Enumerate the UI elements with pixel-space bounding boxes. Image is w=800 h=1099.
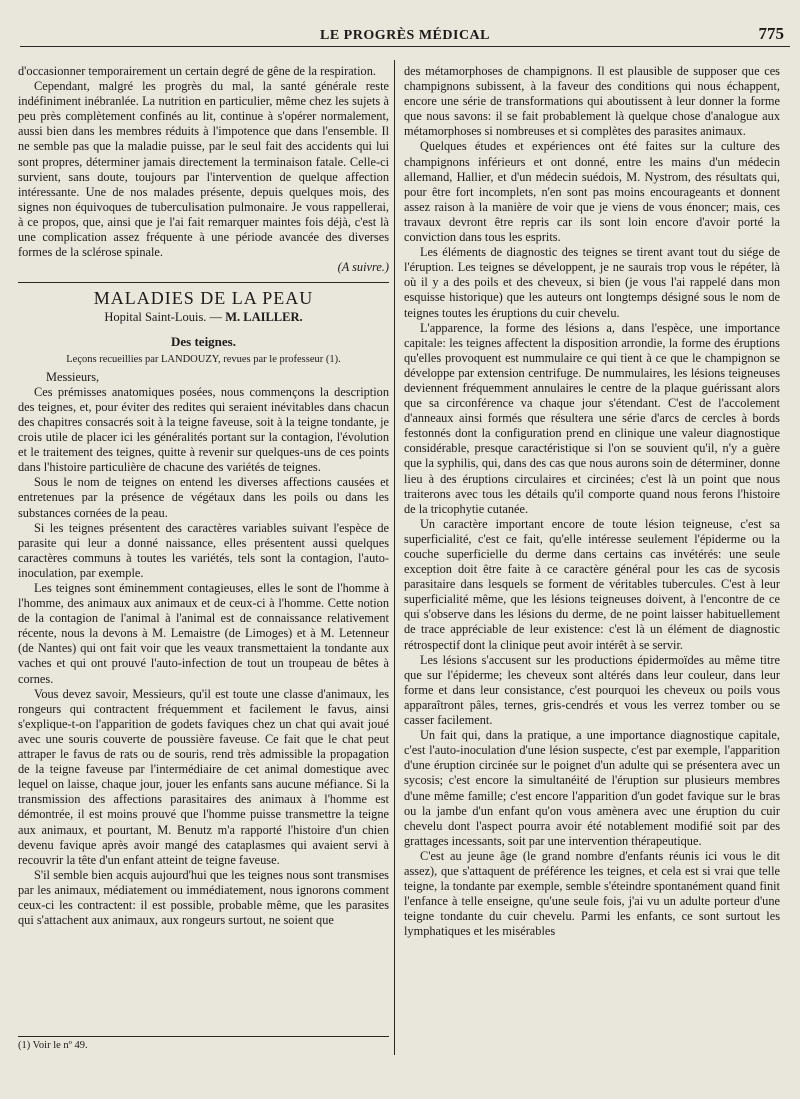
paragraph: C'est au jeune âge (le grand nombre d'enfants réunis ici vous le dit assez), que s'attaquent de préférence les teignes, et cela est si vrai que telle teigne, la tondante par exemple, semble s'éteindre spontanément quand finit l'enfance à telle enseigne, qu'une seule fois, j'ai vu un adulte porteur d'une teigne tondante du cuir chevelu. Parmi les enfants, ce sont surtout les lymphatiques et les misérables — [404, 848, 780, 939]
paragraph: Les teignes sont éminemment contagieuses, elles le sont de l'homme à l'homme, des animaux aux animaux et de ceux-ci à l'homme. Cette notion de la contagion de l'animal à l'animal est de connaissance relativement récente, nous la devons à M. Lemaistre (de Limoges) et à M. Letenneur (de Nantes) qui ont fait voir que les veaux transmettaient la tondante aux vaches et qui ont prouvé l'auto-infection de tout un troupeau de bêtes à cornes. — [18, 581, 389, 686]
paragraph: d'occasionner temporairement un certain degré de gêne de la respiration. — [18, 64, 376, 78]
left-column — [18, 64, 389, 928]
paragraph: Vous devez savoir, Messieurs, qu'il est toute une classe d'animaux, les rongeurs qui contractent fréquemment et facilement le favus, ainsi s'explique-t-on l'apparition de godets faviques chez un chat qui avait joué avec une souris couverte de poussière faveuse. Ce fait que le chat peut attraper le favus de rats ou de souris, rend très admissible la propagation de la teigne faveuse par l'intermédiaire de cet animal domestique avec lequel on laisse, chaque jour, jouer les enfants sans aucune méfiance. Si la transmission des affections parasitaires des animaux à l'homme est démontrée, il est moins prouvé que l'homme puisse transmettre la teigne aux animaux, et pourtant, M. Benutz m'a rapporté l'histoire d'un chien devenu favique après avoir mangé des cataplasmes qui avaient servi à recouvrir la tête d'un enfant atteint de teigne faveuse. — [18, 686, 389, 867]
paragraph: S'il semble bien acquis aujourd'hui que les teignes nous sont transmises par les animaux, médiatement ou immédiatement, nous ignorons comment ceux-ci les contractent: il est possible, probable même, que les parasites qui s'attachent aux animaux, aux rongeurs surtout, ne soient que — [18, 867, 389, 928]
paragraph: Les éléments de diagnostic des teignes se tirent avant tout du siége de l'éruption. Les teignes se développent, je ne saurais trop vous le répéter, là où il y a des poils et des cheveux, si bien (je vous l'ai rappelé dans mon esquisse historique) que les auteurs ont longtemps désigné sous le nom de teignes toutes les éruptions du cuir chevelu. — [404, 245, 780, 320]
paragraph: Sous le nom de teignes on entend les diverses affections causées et entretenues par la présence de végétaux dans les poils ou dans les substances cornées de la peau. — [18, 475, 389, 520]
hospital-line — [18, 310, 389, 325]
paragraph: L'apparence, la forme des lésions a, dans l'espèce, une importance capitale: les teignes affectent la disposition arrondie, la forme des éruptions qu'elles provoquent est nummulaire ce qui tient à ce que le champignon se développe par extension centrifuge. De nummulaires, les lésions teigneuses deviennent fréquemment annulaires le centre de la plaque guérissant alors que sa circonférence va chaque jour s'étendant. C'est de l'accolement d'anneaux ainsi formés que résultera une série d'arcs de cercles à bords festonnés dont la configuration prend en clinique une valeur diagnostique considérable, presque caractéristique si l'on se souvient qu'il, n'y a guère que la syphilis, qui, dans des cas que nous aurons soin de déterminer, donne lieu à des éruptions circulaires et circinées; c'est là un point que nous traiterons avec tous les détails qu'il comporte quand nous ferons l'histoire de la tricophytie cutanée. — [404, 320, 780, 516]
column-divider — [394, 60, 395, 1055]
paragraph: des métamorphoses de champignons. Il est plausible de supposer que ces champignons subissent, à la faveur des conditions qui nous échappent, encore une série de transformations qui aboutissent à leur donner la forme que nous savons: il se fait probablement là quelque chose d'analogue aux métamorphoses si nombreuses et si complètes des parasites animaux. — [404, 64, 780, 139]
running-header — [20, 22, 790, 47]
lecture-credit: Leçons recueillies par LANDOUZY, revues par le professeur (1). — [66, 353, 341, 365]
hospital-name: Hopital Saint-Louis. — — [104, 310, 223, 325]
paragraph: Cependant, malgré les progrès du mal, la santé générale reste indéfiniment inébranlée. La nutrition en particulier, même chez les sujets à peu près complètement confinés au lit, continue à s'opérer normalement, aussi bien dans les membres réduits à l'impotence que dans l'ensemble. Il ne semble pas que la maladie puisse, par le seul fait des accidents qui lui sont propres, déterminer jamais directement la terminaison fatale. Celle-ci survient, sans doute, toujours par l'intervention de quelque affection intéressante. Une de nos malades présente, depuis quelques mois, des signes non équivoques de tuberculisation pulmonaire. Je vous rappellerai, à ce propos, que, ainsi que je l'ai fait remarquer maintes fois déjà, c'est là une complication assez fréquente à une période avancée des diverses formes de la sclérose spinale. — [18, 79, 389, 260]
paragraph: Si les teignes présentent des caractères variables suivant l'espèce de parasite qui leur a donné naissance, elles présentent aussi quelques caractères communs à toutes les variétés, tels sont la contagion, l'auto-inoculation, par exemple. — [18, 520, 389, 580]
paragraph: Un fait qui, dans la pratique, a une importance diagnostique capitale, c'est l'auto-inoculation d'une lésion suspecte, c'est par exemple, l'apparition d'une éruption circinée sur le poignet d'un adulte qui se présentera avec un sycosis; c'est encore la simultanéité de l'éruption sur plusieurs membres d'une même famille; c'est encore l'apparition d'un godet favique sur le bras ou la jambe d'un enfant qu'on vous amènera avec une éruption du cuir chevelu dont l'aspect pourra avoir été notablement modifié soit par des grattages incessants, soit par une intervention thérapeutique. — [404, 728, 780, 848]
journal-title: LE PROGRÈS MÉDICAL — [319, 28, 491, 43]
salutation: Messieurs, — [46, 369, 100, 384]
footnote: (1) Voir le nº 49. — [18, 1036, 389, 1051]
to-be-continued: (A suivre.) — [337, 260, 389, 275]
page-number: 775 — [758, 24, 784, 43]
section-rule — [18, 282, 389, 283]
section-title: MALADIES DE LA PEAU — [93, 288, 314, 309]
paragraph: Les lésions s'accusent sur les productions épidermoïdes au même titre que sur l'épiderme; les cheveux sont altérés dans leur couleur, dans leur forme et dans leur consistance, c'est pourquoi les cheveux ou poils vous apparaîtront pâles, ternes, gris-cendrés et vous les verrez tomber ou se casser facilement. — [404, 652, 780, 728]
paragraph: Quelques études et expériences ont été faites sur la culture des champignons inférieurs et ont donné, entre les mains d'un médecin allemand, Hallier, et d'un médecin suédois, M. Nystrom, des résultats qui, pour être fort incomplets, n'en sont pas moins encourageants et donnent assez raison à la manière de voir que je viens de vous énoncer; mais, ces travaux devront être repris car ils sont loin encore d'avoir porté la conviction dans tous les esprits. — [404, 139, 780, 245]
paragraph: Ces prémisses anatomiques posées, nous commençons la description des teignes, et, pour éviter des redites qui seraient inévitables dans chacun des chapitres consacrés soit à la teigne faveuse, soit à la teigne tondante, je crois utile de placer ici les généralités portant sur la contagion, l'évolution et le traitement des teignes, quitte à revenir sur quelques-uns de ces points dans l'histoire particulière de chacune des variétés de teignes. — [18, 384, 389, 475]
lecture-subtitle: Des teignes. — [171, 333, 236, 349]
right-column — [404, 64, 780, 939]
professor-name: M. LAILLER. — [225, 310, 303, 325]
paragraph: Un caractère important encore de toute lésion teigneuse, c'est sa superficialité, c'est ce fait, qu'elle intéresse seulement l'épiderme ou la couche superficielle du derme dans certains cas invétérés: une seule exception doit être faite à ce caractère général pour les cas de sycosis parasitaire dans lesquels se forment de véritables tubercules. C'est à leur superficialité même, que les lésions teigneuses doivent, à l'encontre de ce qui s'observe dans les lésions du derme, de ne point laisser habituellement de trace appréciable de leur existence: c'est là un élément de diagnostic rétrospectif dont la clinique peut avoir intérêt à se servir. — [404, 516, 780, 652]
